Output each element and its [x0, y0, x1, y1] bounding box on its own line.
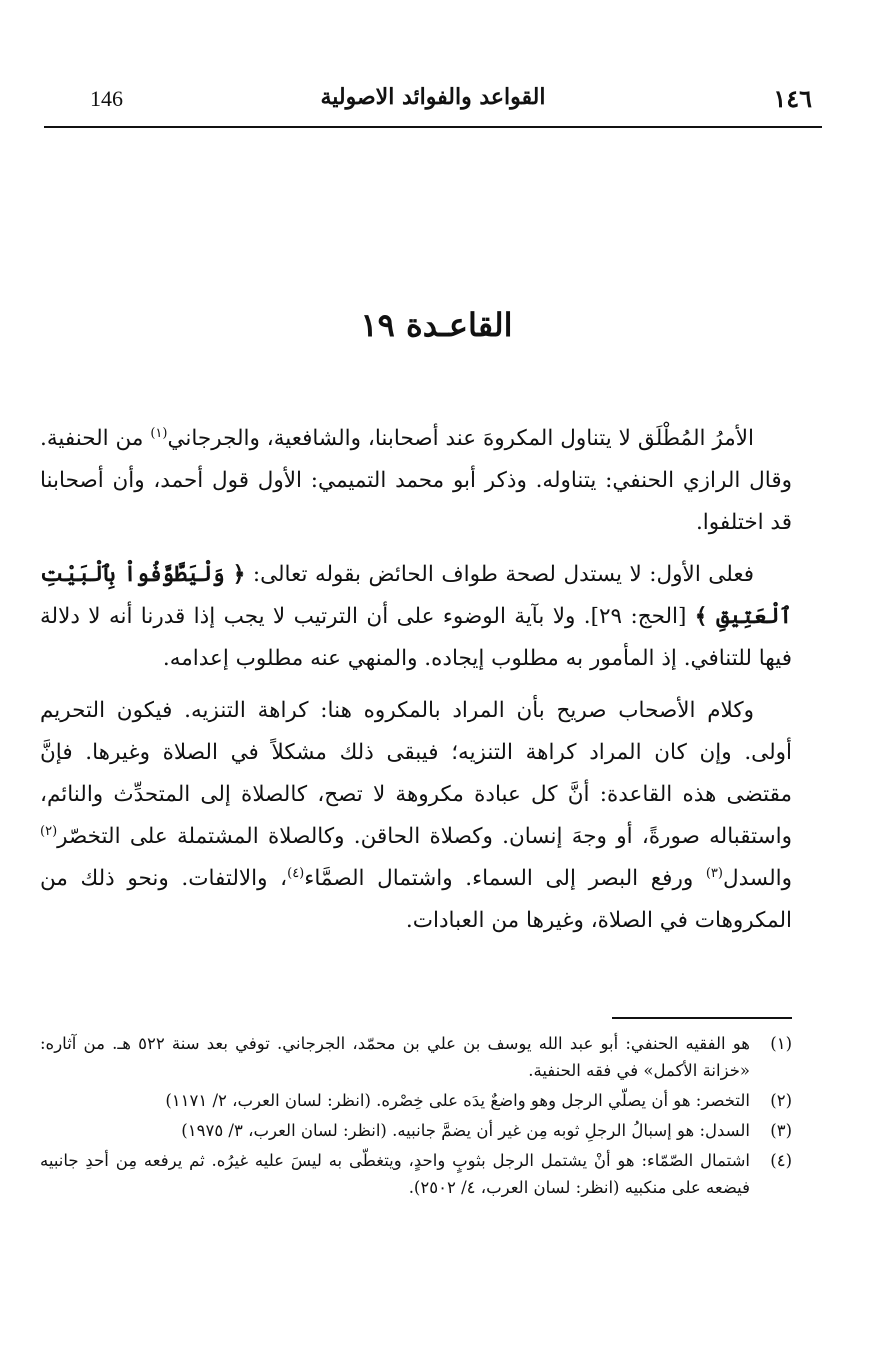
footnote-number: (٤)	[770, 1151, 792, 1170]
paragraph-1	[40, 418, 792, 544]
page-header	[44, 78, 822, 128]
paragraph-1-text-a: الأمرُ المُطْلَق لا يتناول المكروهَ عند أصحابنا، والشافعية، والجرجاني	[167, 426, 754, 451]
paragraph-3-text-c: ورفع البصر إلى السماء. واشتمال الصمَّاء	[304, 866, 706, 891]
footnote-divider	[612, 1017, 792, 1019]
header-divider	[44, 126, 822, 128]
main-text	[40, 418, 792, 942]
footnote-ref-1: (١)	[150, 425, 168, 441]
footnote-4	[40, 1147, 792, 1201]
footnote-ref-4: (٤)	[287, 865, 305, 881]
paragraph-2-text-a: فعلى الأول: لا يستدل لصحة طواف الحائض بقوله تعالى:	[245, 562, 754, 587]
footnote-number: (٢)	[770, 1091, 792, 1110]
quran-verse: ﴿ وَلْيَطَّوَّفُواْ بِٱلْبَيْتِ ٱلْعَتِيقِ ﴾	[40, 562, 792, 629]
paragraph-3-text-d: ، والالتفات. ونحو ذلك من المكروهات في الصلاة، وغيرها من العبادات.	[40, 866, 792, 933]
footnote-text: هو الفقيه الحنفي: أبو عبد الله يوسف بن علي بن محمّد، الجرجاني. توفي بعد سنة ٥٢٢ هـ. من آثاره: «خزانة الأكمل» في فقه الحنفية.	[40, 1034, 750, 1080]
page-number-latin: 146	[90, 86, 123, 111]
paragraph-2	[40, 554, 792, 680]
footnote-1	[40, 1030, 792, 1084]
footnote-3	[40, 1117, 792, 1144]
footnote-text: اشتمال الصّمّاء: هو أنْ يشتمل الرجل بثوبٍ واحدٍ، ويتغطّى به ليسَ عليه غيرُه. ثم يرفعه مِن أحدِ جانبيه فيضعه على منكبيه (انظر: لسان العرب، ٤/ ٢٥٠٢).	[40, 1151, 750, 1197]
footnote-ref-2: (٢)	[40, 823, 58, 839]
page-number-arabic: ١٤٦	[773, 84, 812, 113]
footnote-text: السدل: هو إسبالُ الرجلِ ثوبه مِن غير أن يضمَّ جانبيه. (انظر: لسان العرب، ٣/ ١٩٧٥)	[181, 1121, 750, 1140]
running-title: القواعد والفوائد الاصولية	[320, 84, 546, 110]
paragraph-3-text-a: وكلام الأصحاب صريح بأن المراد بالمكروه هنا: كراهة التنزيه. فيكون التحريم أولى. وإن كان المراد كراهة التنزيه؛ فيبقى ذلك مشكلاً في الصلاة وغيرها. فإنَّ مقتضى هذه القاعدة: أنَّ كل عبادة مكروهة لا تصح، كالصلاة إلى المتحدِّث والنائم، واستقباله صورةً، أو وجهَ إنسان. وكصلاة الحاقن. وكالصلاة المشتملة على التخصّر	[40, 698, 792, 849]
paragraph-2-text-b: [الحج: ٢٩]. ولا بآية الوضوء على أن الترتيب لا يجب إذا قدرنا أنه لا دلالة فيها للتنافي. إذ المأمور به مطلوب إيجاده. والمنهي عنه مطلوب إعدامه.	[40, 604, 792, 671]
rule-title: القاعـدة ١٩	[360, 306, 513, 344]
paragraph-1-text-b: من الحنفية. وقال الرازي الحنفي: يتناوله. وذكر أبو محمد التميمي: الأول قول أحمد، وأن أصحابنا قد اختلفوا.	[40, 426, 792, 535]
paragraph-3-text-b: والسدل	[722, 866, 792, 891]
footnote-number: (١)	[770, 1034, 792, 1053]
footnote-2	[40, 1087, 792, 1114]
footnote-ref-3: (٣)	[705, 865, 723, 881]
footnote-number: (٣)	[770, 1121, 792, 1140]
footnotes	[40, 1030, 792, 1204]
paragraph-3	[40, 690, 792, 942]
footnote-text: التخصر: هو أن يصلّي الرجل وهو واضعٌ يدَه على خِصْره. (انظر: لسان العرب، ٢/ ١١٧١)	[165, 1091, 750, 1110]
